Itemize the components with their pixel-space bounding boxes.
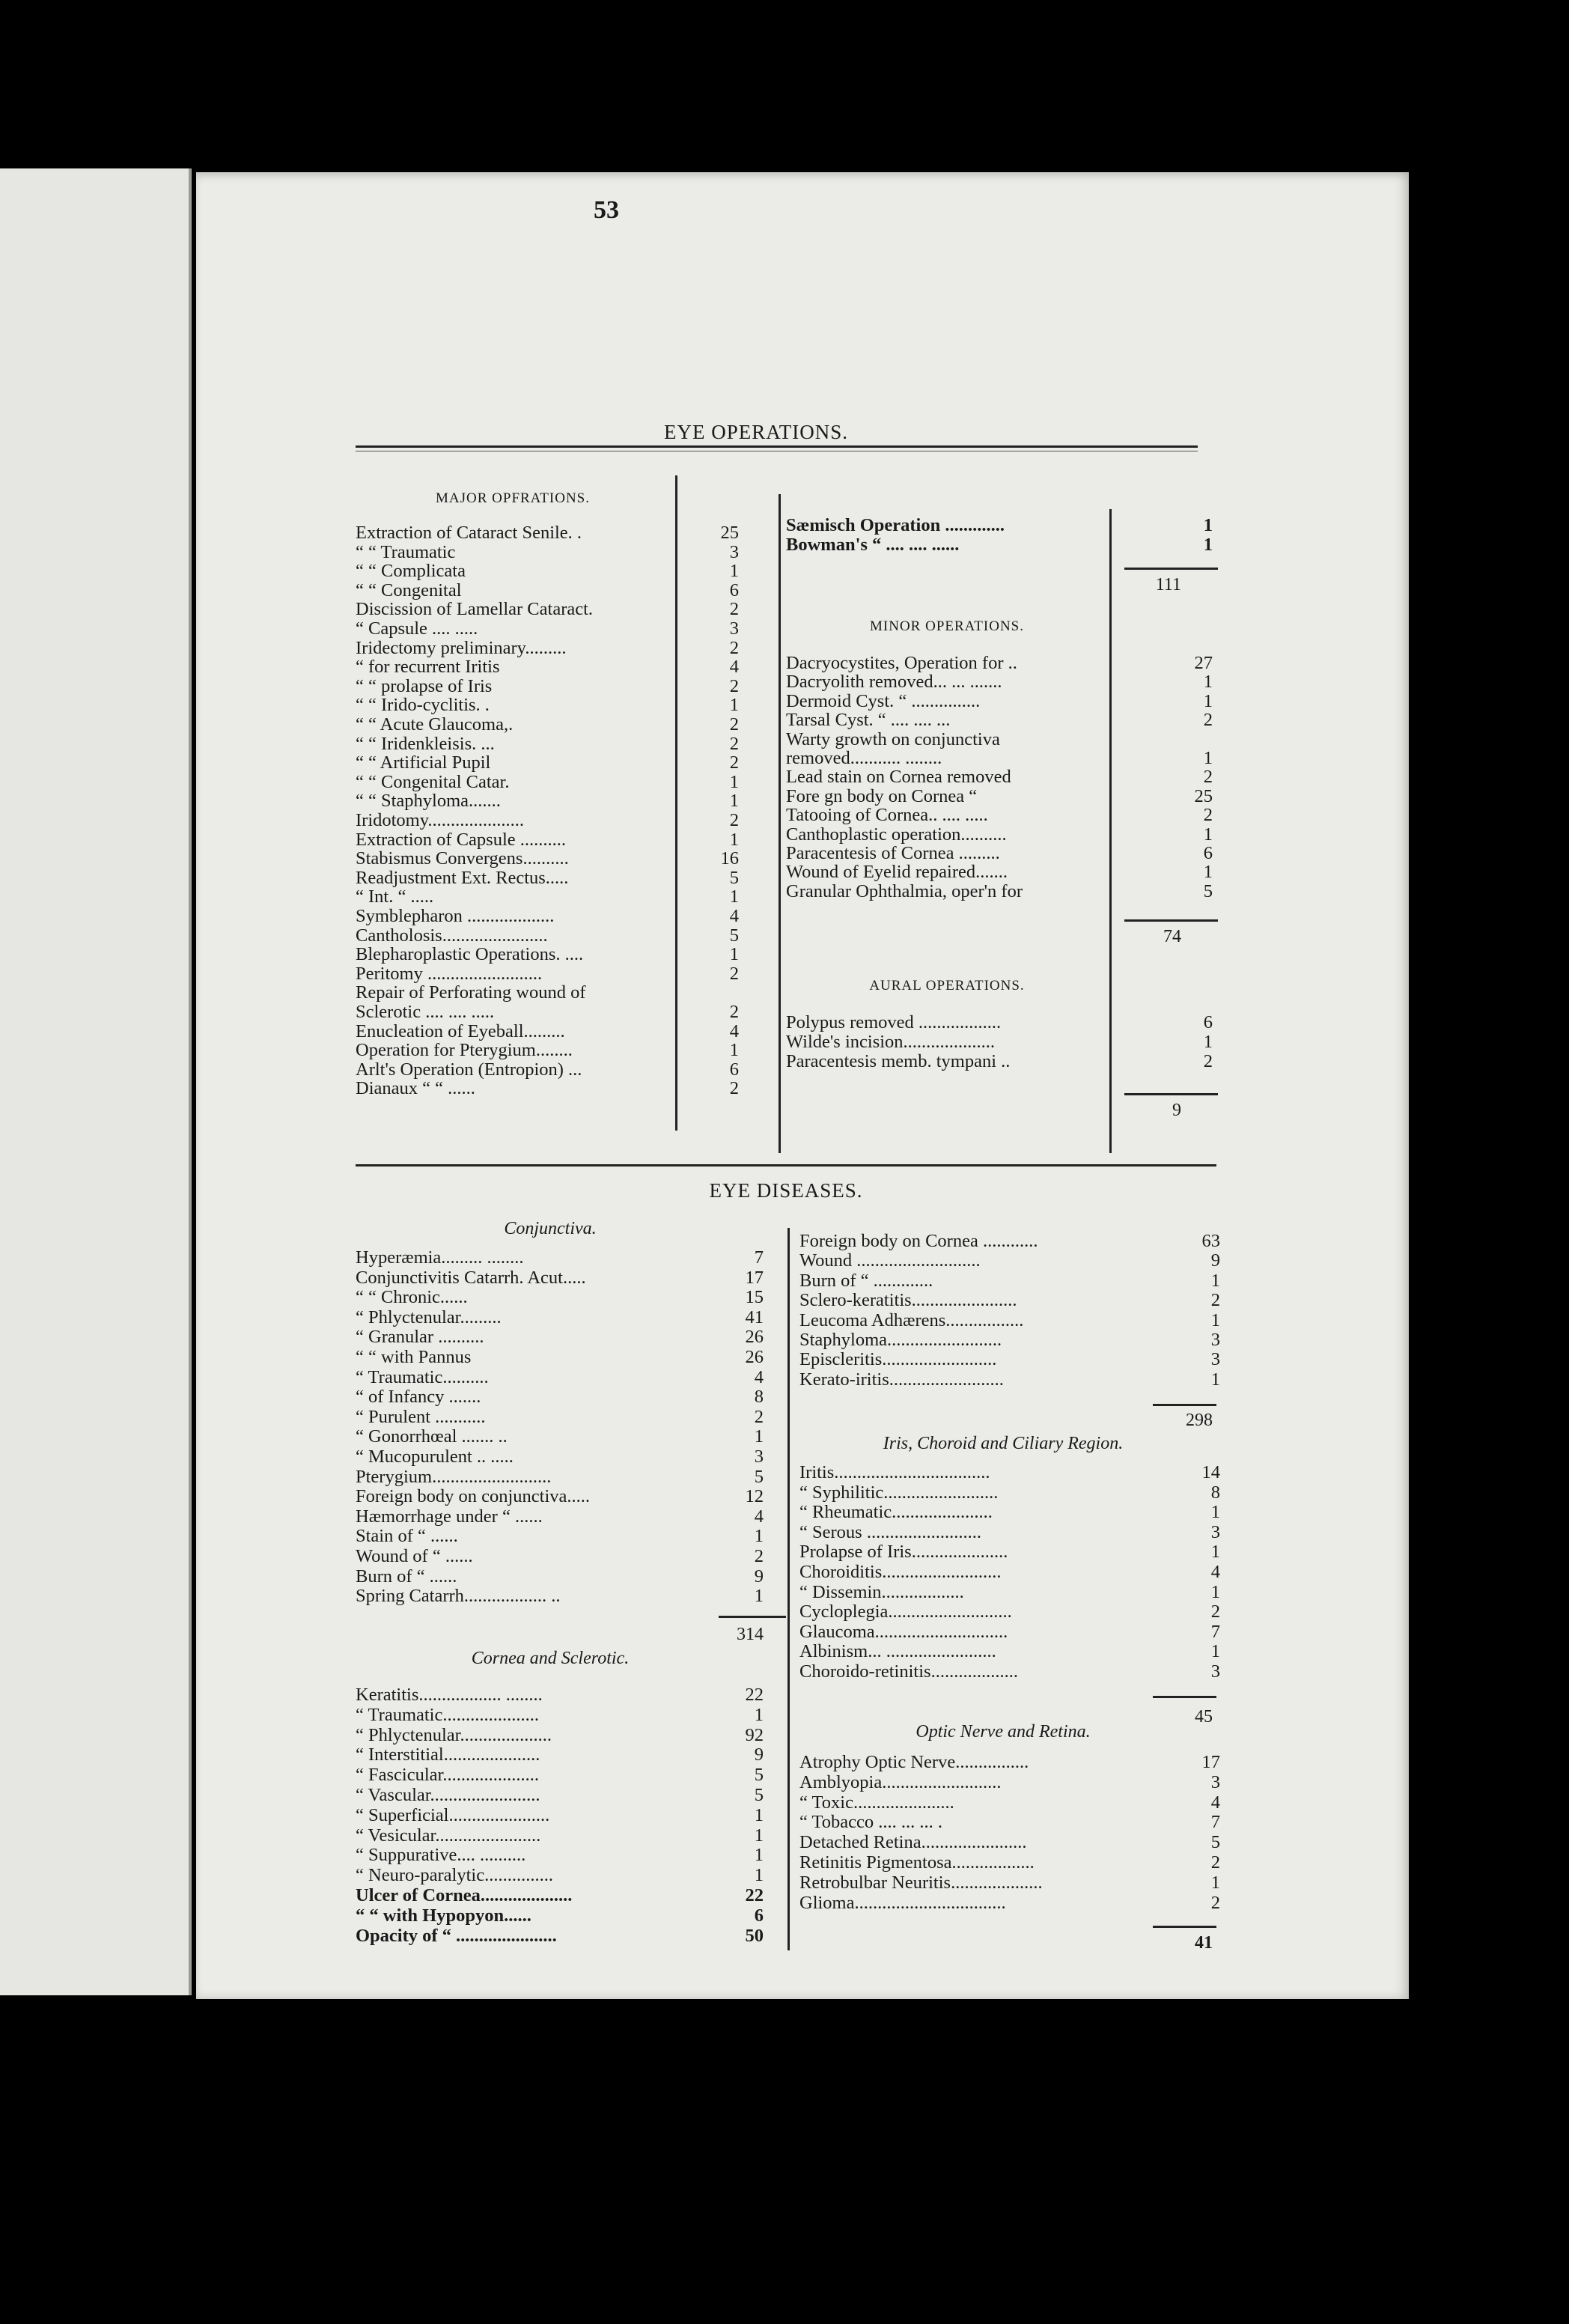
row-value: 4 [754, 1506, 764, 1527]
row-label: “ “ prolapse of Iris [356, 677, 493, 696]
row-label: Dacryolith removed... ... ....... [786, 673, 1002, 692]
aural-operations-total: 9 [1172, 1101, 1181, 1120]
row-value: 1 [729, 944, 739, 965]
row-label: Paracentesis memb. tympani .. [786, 1053, 1011, 1071]
row-label: Arlt's Operation (Entropion) ... [356, 1060, 582, 1079]
eye-diseases-heading: EYE DISEASES. [709, 1179, 863, 1202]
row-value: 4 [729, 657, 739, 678]
row-label: Retrobulbar Neuritis.................... [799, 1873, 1043, 1892]
row-label: Extraction of Capsule .......... [356, 830, 567, 849]
row-label: Paracentesis of Cornea ......... [786, 845, 1000, 863]
row-label: Iritis.................................. [799, 1464, 990, 1482]
row-label: “ Rheumatic...................... [799, 1503, 993, 1522]
row-value: 5 [729, 867, 739, 888]
row-label: Opacity of “ ...................... [356, 1926, 557, 1945]
row-value: 2 [729, 714, 739, 734]
row-value: 3 [754, 1447, 764, 1467]
row-value: 2 [1203, 767, 1213, 788]
row-label: Glioma................................. [799, 1893, 1006, 1912]
row-label: “ Traumatic..................... [356, 1706, 539, 1724]
row-value: 1 [754, 1845, 764, 1866]
row-label: “ Tobacco .... ... ... . [799, 1813, 943, 1832]
operations-subtotal: 111 [1155, 575, 1181, 594]
row-label: “ “ Iridenkleisis. ... [356, 734, 495, 753]
cornea-total: 298 [1186, 1411, 1213, 1430]
row-label: Dianaux “ “ ...... [356, 1080, 475, 1098]
row-label: Hæmorrhage under “ ...... [356, 1507, 543, 1526]
row-label: Operation for Pterygium........ [356, 1041, 573, 1060]
row-value: 1 [729, 561, 739, 582]
row-value: 6 [729, 1059, 739, 1080]
row-value: 1 [1203, 824, 1213, 845]
row-label: “ “ Artificial Pupil [356, 754, 491, 773]
row-value: 63 [1201, 1231, 1220, 1251]
row-label: “ Granular .......... [356, 1328, 484, 1347]
row-label: Leucoma Adhærens................. [799, 1311, 1024, 1330]
row-label: “ Suppurative.... .......... [356, 1846, 526, 1865]
row-label: Readjustment Ext. Rectus..... [356, 869, 569, 887]
row-value: 17 [745, 1267, 764, 1288]
row-label: Retinitis Pigmentosa.................. [799, 1854, 1035, 1872]
adjacent-page-edge [0, 168, 192, 1995]
row-value: 1 [1210, 1502, 1220, 1523]
sum-rule [1124, 1093, 1218, 1095]
row-value: 50 [745, 1925, 764, 1946]
row-value: 1 [1203, 690, 1213, 711]
row-label: Ulcer of Cornea.................... [356, 1887, 573, 1905]
row-label: Sæmisch Operation ............. [786, 517, 1005, 535]
row-value: 4 [729, 1020, 739, 1041]
row-value: 5 [754, 1466, 764, 1487]
row-label: Conjunctivitis Catarrh. Acut..... [356, 1268, 586, 1287]
row-value: 17 [1201, 1752, 1220, 1772]
row-label: “ “ Congenital [356, 581, 462, 600]
row-value: 2 [754, 1406, 764, 1427]
row-label: “ “ Staphyloma....... [356, 792, 501, 811]
row-label: “ Neuro-paralytic............... [356, 1867, 553, 1885]
row-label: “ “ with Hypopyon...... [356, 1906, 531, 1925]
row-label: Tarsal Cyst. “ .... .... ... [786, 711, 951, 730]
row-label: Burn of “ ............. [799, 1271, 933, 1290]
row-label: Pterygium.......................... [356, 1467, 552, 1486]
row-value: 1 [729, 695, 739, 716]
row-value: 25 [720, 523, 739, 543]
row-value: 7 [1210, 1812, 1220, 1833]
row-value: 2 [729, 637, 739, 658]
optic-heading: Optic Nerve and Retina. [915, 1722, 1091, 1742]
row-value: 22 [745, 1685, 764, 1705]
sum-rule [1153, 1404, 1216, 1406]
row-value: 1 [1210, 1641, 1220, 1662]
row-label: Choroido-retinitis................... [799, 1663, 1018, 1681]
row-label: Iridectomy preliminary......... [356, 639, 567, 657]
row-label: Canthoplastic operation.......... [786, 825, 1007, 844]
row-value: 1 [754, 1704, 764, 1725]
row-label: “ “ Chronic...... [356, 1289, 468, 1307]
row-value: 7 [1210, 1621, 1220, 1642]
row-value: 5 [754, 1785, 764, 1805]
row-label: “ “ Congenital Catar. [356, 773, 510, 791]
conjunctiva-heading: Conjunctiva. [504, 1219, 597, 1238]
row-label: “ “ Irido-cyclitis. . [356, 696, 490, 715]
row-value: 16 [720, 848, 739, 869]
row-value: 2 [729, 1002, 739, 1022]
row-label: Dacryocystites, Operation for .. [786, 654, 1017, 672]
cornea-heading: Cornea and Sclerotic. [471, 1649, 630, 1668]
row-value: 1 [1203, 672, 1213, 693]
row-value: 1 [1210, 1270, 1220, 1291]
row-value: 26 [745, 1347, 764, 1367]
row-value: 12 [745, 1486, 764, 1507]
row-value: 9 [1210, 1250, 1220, 1271]
row-value: 1 [1203, 748, 1213, 768]
row-value: 3 [1210, 1349, 1220, 1370]
row-value: 2 [729, 599, 739, 620]
row-value: 3 [729, 541, 739, 562]
row-label: “ Int. “ ..... [356, 888, 434, 907]
row-value: 1 [1210, 1581, 1220, 1602]
row-label: Keratitis.................. ........ [356, 1686, 543, 1704]
row-label: Blepharoplastic Operations. .... [356, 946, 584, 964]
row-value: 26 [745, 1327, 764, 1348]
minor-operations-heading: MINOR OPERATIONS. [870, 618, 1024, 634]
row-label: Detached Retina....................... [799, 1834, 1027, 1852]
page-number: 53 [594, 196, 619, 224]
row-value: 1 [1210, 1872, 1220, 1893]
row-value: 1 [729, 1040, 739, 1061]
row-value: 2 [729, 752, 739, 773]
row-value: 3 [1210, 1330, 1220, 1350]
row-label: “ “ Acute Glaucoma,. [356, 716, 514, 734]
conjunctiva-total: 314 [737, 1625, 764, 1644]
row-label: “ Fascicular..................... [356, 1766, 539, 1785]
row-value: 8 [754, 1387, 764, 1408]
row-label: “ “ with Pannus [356, 1348, 472, 1366]
row-value: 92 [745, 1724, 764, 1745]
row-label: Foreign body on Cornea ............ [799, 1232, 1038, 1250]
row-label: Polypus removed .................. [786, 1014, 1002, 1032]
row-value: 7 [754, 1247, 764, 1268]
row-value: 2 [729, 963, 739, 984]
row-label: Burn of “ ...... [356, 1567, 457, 1586]
row-value: 5 [1203, 880, 1213, 901]
row-value: 15 [745, 1287, 764, 1308]
row-value: 1 [729, 791, 739, 812]
row-value: 6 [1203, 1012, 1213, 1032]
sum-rule [719, 1616, 786, 1618]
row-label: “ Capsule .... ..... [356, 620, 478, 638]
row-label: Sclerotic .... .... ..... [356, 1003, 495, 1021]
row-value: 25 [1194, 785, 1213, 806]
row-label: Foreign body on conjunctiva..... [356, 1488, 591, 1506]
column-divider [675, 475, 677, 1131]
optic-total: 41 [1195, 1933, 1213, 1953]
row-label: “ Dissemin.................. [799, 1583, 964, 1601]
major-operations-heading: MAJOR OPFRATIONS. [436, 490, 590, 506]
row-value: 3 [1210, 1771, 1220, 1792]
row-value: 1 [754, 1804, 764, 1825]
row-label: Wound of “ ...... [356, 1548, 473, 1566]
row-value: 4 [1210, 1562, 1220, 1582]
row-value: 1 [729, 771, 739, 792]
row-value: 5 [729, 925, 739, 946]
row-label: Wound of Eyelid repaired....... [786, 863, 1008, 882]
row-value: 1 [754, 1586, 764, 1607]
row-value: 9 [754, 1744, 764, 1765]
row-label: Hyperæmia......... ........ [356, 1249, 524, 1267]
row-label: Episcleritis......................... [799, 1351, 997, 1369]
row-label: “ of Infancy ....... [356, 1388, 481, 1407]
row-value: 2 [729, 810, 739, 830]
row-value: 27 [1194, 653, 1213, 673]
row-value: 2 [729, 675, 739, 696]
row-value: 14 [1201, 1462, 1220, 1482]
row-value: 4 [729, 906, 739, 926]
sum-rule [1153, 1926, 1216, 1928]
row-label: Iridotomy..................... [356, 812, 525, 830]
row-value: 2 [1203, 805, 1213, 826]
section-rule [356, 1164, 1216, 1166]
row-value: 1 [1210, 1369, 1220, 1390]
row-label: Albinism... ........................ [799, 1643, 996, 1661]
column-divider [787, 1228, 790, 1950]
row-label: “ Superficial...................... [356, 1806, 550, 1825]
row-label: Amblyopia.......................... [799, 1773, 1002, 1792]
row-label: “ Gonorrhœal ....... .. [356, 1428, 508, 1447]
row-value: 1 [1210, 1542, 1220, 1563]
row-value: 9 [754, 1566, 764, 1587]
minor-operations-total: 74 [1163, 927, 1181, 946]
row-label: Cycloplegia........................... [799, 1603, 1012, 1622]
row-label: Spring Catarrh.................. .. [356, 1587, 561, 1606]
sum-rule [1153, 1696, 1216, 1698]
row-value: 1 [1203, 1032, 1213, 1052]
row-value: 2 [754, 1546, 764, 1566]
row-label: “ Purulent ........... [356, 1408, 486, 1426]
row-label: Choroiditis.......................... [799, 1563, 1002, 1581]
row-label: Discission of Lamellar Cataract. [356, 600, 594, 619]
row-label: Wound ........................... [799, 1252, 981, 1271]
row-label: Peritomy ......................... [356, 964, 543, 983]
row-value: 1 [754, 1865, 764, 1886]
row-label: “ “ Complicata [356, 562, 466, 581]
row-value: 3 [1210, 1521, 1220, 1542]
row-label: “ Traumatic.......... [356, 1368, 489, 1387]
row-label: “ Syphilitic......................... [799, 1483, 999, 1502]
row-label: Granular Ophthalmia, oper'n for [786, 882, 1023, 901]
column-divider [779, 494, 781, 1153]
row-value: 2 [729, 733, 739, 754]
row-label: “ Interstitial..................... [356, 1746, 540, 1765]
row-value: 2 [729, 1078, 739, 1099]
row-value: 1 [1210, 1309, 1220, 1330]
row-label: “ Vesicular....................... [356, 1826, 541, 1845]
sum-rule [1124, 568, 1218, 570]
row-label: Tatooing of Cornea.. .... ..... [786, 806, 988, 825]
row-value: 2 [1203, 710, 1213, 731]
row-label: Bowman's “ .... .... ...... [786, 536, 960, 554]
row-label: Sclero-keratitis....................... [799, 1292, 1017, 1310]
row-value: 1 [729, 886, 739, 907]
row-label: “ Mucopurulent .. ..... [356, 1448, 514, 1466]
row-label: removed........... ........ [786, 749, 942, 767]
row-value: 1 [1203, 535, 1213, 555]
row-value: 1 [754, 1426, 764, 1447]
row-label: “ Vascular........................ [356, 1786, 540, 1804]
row-label: Staphyloma......................... [799, 1331, 1002, 1349]
row-label: Stain of “ ...... [356, 1527, 458, 1546]
row-value: 1 [1203, 515, 1213, 535]
row-label: Symblepharon ................... [356, 907, 555, 925]
row-label: “ “ Traumatic [356, 543, 456, 562]
row-label: Cantholosis....................... [356, 926, 548, 945]
row-label: Glaucoma............................. [799, 1622, 1008, 1641]
row-label: Atrophy Optic Nerve................ [799, 1753, 1029, 1771]
column-divider [1109, 509, 1112, 1153]
iris-total: 45 [1195, 1707, 1213, 1727]
row-label: Prolapse of Iris..................... [799, 1543, 1008, 1562]
row-value: 8 [1210, 1482, 1220, 1503]
row-value: 22 [745, 1885, 764, 1905]
row-label: “ Phlyctenular.................... [356, 1726, 552, 1744]
row-value: 1 [1203, 862, 1213, 883]
row-label: Warty growth on conjunctiva [786, 730, 1000, 749]
row-label: Enucleation of Eyeball......... [356, 1022, 565, 1041]
row-value: 2 [1210, 1601, 1220, 1622]
row-value: 2 [1210, 1290, 1220, 1311]
row-value: 6 [1203, 843, 1213, 863]
row-value: 2 [1210, 1892, 1220, 1913]
aural-operations-heading: AURAL OPERATIONS. [869, 978, 1025, 994]
row-value: 2 [1210, 1852, 1220, 1873]
row-value: 1 [754, 1526, 764, 1547]
row-label: “ Serous ......................... [799, 1523, 981, 1542]
row-value: 5 [754, 1765, 764, 1786]
row-label: Fore gn body on Cornea “ [786, 787, 978, 806]
row-label: Wilde's incision.................... [786, 1033, 996, 1051]
row-value: 1 [729, 829, 739, 850]
iris-heading: Iris, Choroid and Ciliary Region. [883, 1434, 1124, 1453]
row-value: 4 [754, 1366, 764, 1387]
row-value: 4 [1210, 1792, 1220, 1813]
row-label: “ Phlyctenular......... [356, 1308, 502, 1327]
row-label: “ Toxic...................... [799, 1793, 954, 1812]
row-value: 1 [754, 1825, 764, 1846]
row-value: 6 [754, 1905, 764, 1926]
row-label: Extraction of Cataract Senile. . [356, 524, 582, 542]
row-label: Lead stain on Cornea removed [786, 768, 1011, 787]
eye-operations-heading: EYE OPERATIONS. [663, 421, 848, 443]
row-value: 6 [729, 580, 739, 600]
row-value: 3 [1210, 1661, 1220, 1682]
row-label: “ for recurrent Iritis [356, 658, 500, 677]
row-label: Kerato-iritis......................... [799, 1370, 1004, 1389]
heading-rule [356, 445, 1198, 451]
row-value: 5 [1210, 1832, 1220, 1853]
row-label: Repair of Perforating wound of [356, 984, 586, 1003]
sum-rule [1124, 919, 1218, 922]
row-label: Stabismus Convergens.......... [356, 850, 569, 869]
row-label: Dermoid Cyst. “ ............... [786, 692, 981, 711]
row-value: 2 [1203, 1051, 1213, 1071]
row-value: 41 [745, 1307, 764, 1327]
row-value: 3 [729, 618, 739, 639]
